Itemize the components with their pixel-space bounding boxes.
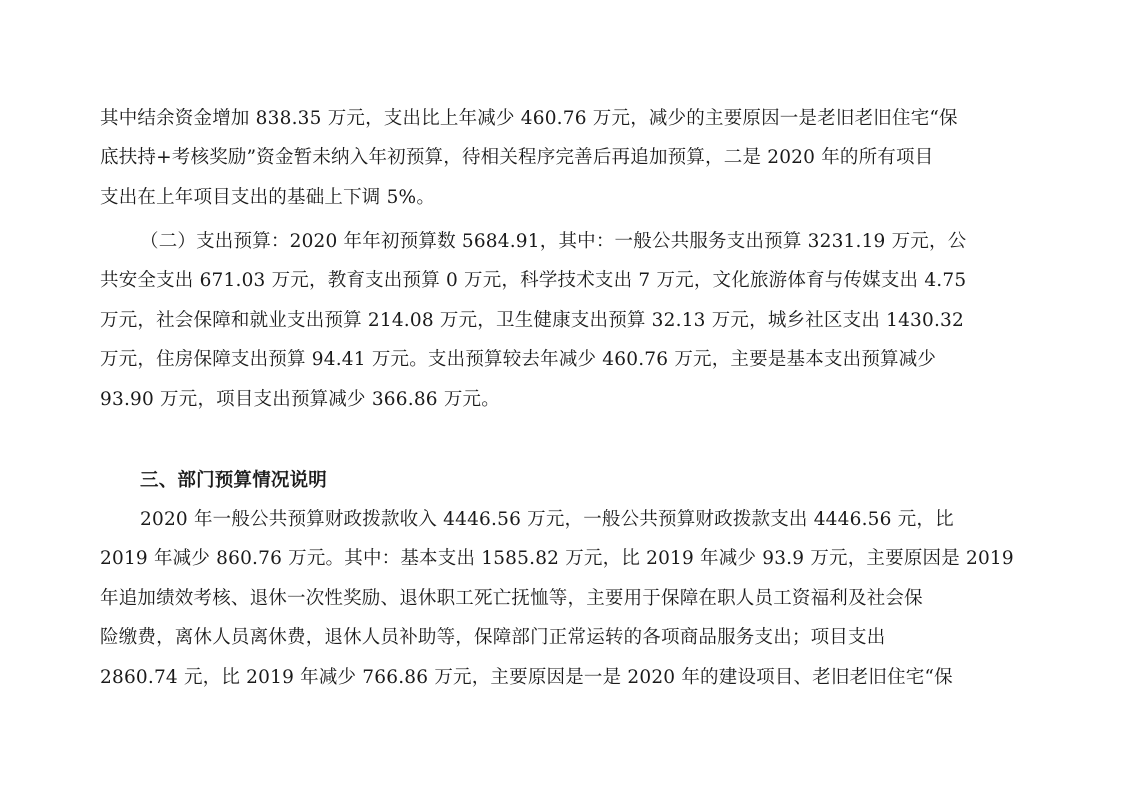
section-three-line-5: 2860.74 元，比 2019 年减少 766.86 万元，主要原因是一是 2020 年的建设项目、老旧老旧住宅“保 [100, 667, 953, 688]
section-three-line-3: 年追加绩效考核、退休一次性奖励、退休职工死亡抚恤等，主要用于保障在职人员工资福利及社会保 [100, 588, 923, 609]
section-three-line-4: 险缴费，离休人员离休费，退休人员补助等，保障部门正常运转的各项商品服务支出；项目支出 [100, 627, 886, 648]
expenditure-line-1: （二）支出预算：2020 年年初预算数 5684.91，其中：一般公共服务支出预算 3231.19 万元，公 [140, 231, 967, 252]
expenditure-line-5: 93.90 万元，项目支出预算减少 366.86 万元。 [100, 389, 500, 410]
section-three-line-1: 2020 年一般公共预算财政拨款收入 4446.56 万元，一般公共预算财政拨款支出 4446.56 元，比 [140, 509, 954, 530]
section-three-line-2: 2019 年减少 860.76 万元。其中：基本支出 1585.82 万元，比 2019 年减少 93.9 万元，主要原因是 2019 [100, 548, 1014, 569]
section-three-heading: 三、部门预算情况说明 [140, 470, 328, 491]
carryover-line-3: 支出在上年项目支出的基础上下调 5%。 [100, 187, 436, 208]
expenditure-line-3: 万元，社会保障和就业支出预算 214.08 万元，卫生健康支出预算 32.13 万元，城乡社区支出 1430.32 [100, 310, 965, 331]
carryover-line-1: 其中结余资金增加 838.35 万元，支出比上年减少 460.76 万元，减少的主要原因一是老旧老旧住宅“保 [100, 108, 958, 129]
expenditure-line-2: 共安全支出 671.03 万元，教育支出预算 0 万元，科学技术支出 7 万元，文化旅游体育与传媒支出 4.75 [100, 270, 967, 291]
carryover-line-2: 底扶持+考核奖励”资金暂未纳入年初预算，待相关程序完善后再追加预算，二是 2020 年的所有项目 [100, 147, 934, 168]
expenditure-line-4: 万元，住房保障支出预算 94.41 万元。支出预算较去年减少 460.76 万元，主要是基本支出预算减少 [100, 349, 937, 370]
